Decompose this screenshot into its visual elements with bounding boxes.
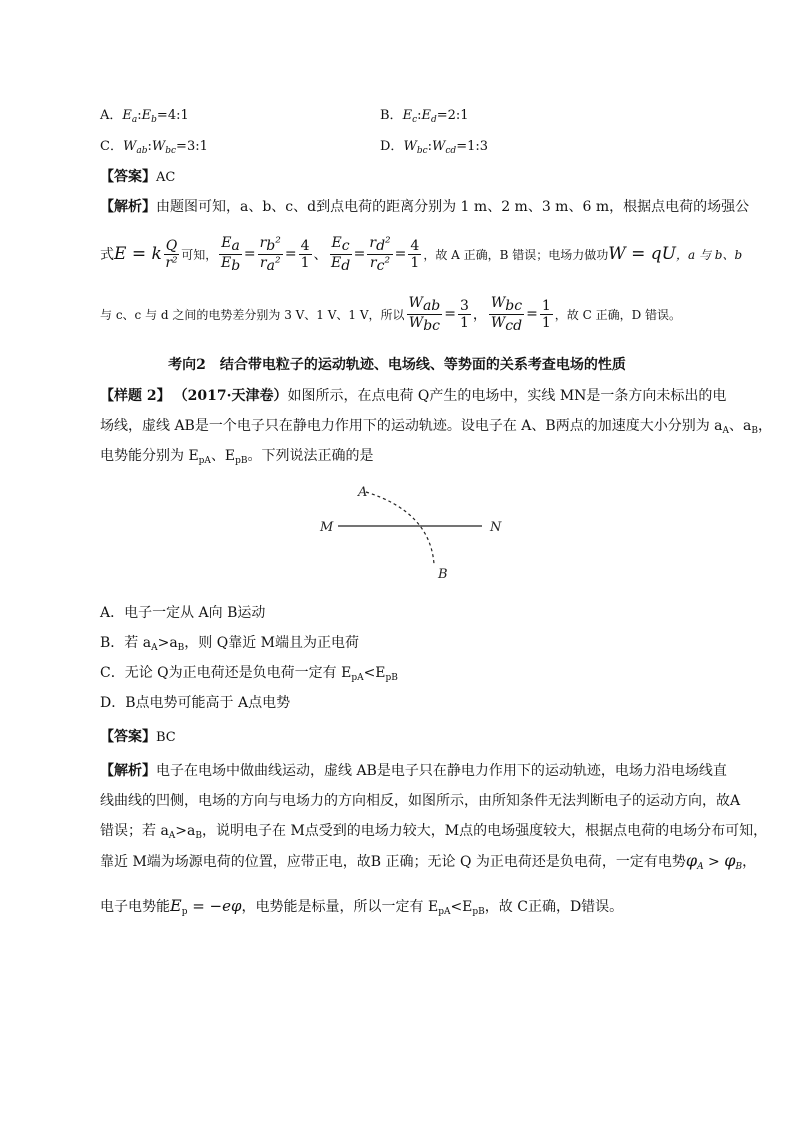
text: ， (757, 418, 772, 434)
text: 如图所示，在点电荷 Q产生的电场中，实线 MN是一条方向未标出的电 (287, 388, 727, 404)
subscript: pA (438, 907, 451, 917)
subscript: pB (472, 907, 485, 917)
example-label: 【样题 2】 (100, 388, 171, 404)
text: ，则 Q靠近 M端且为正电荷 (184, 635, 360, 651)
subscript: d (341, 257, 351, 274)
text: <E (363, 665, 386, 681)
ratio-value: =3:1 (176, 139, 208, 154)
ratio-value: =1:3 (456, 139, 489, 154)
fraction (408, 238, 421, 271)
text: C．无论 Q为正电荷还是负电荷一定有 E (100, 665, 352, 681)
numerator: 4 (300, 237, 310, 254)
subscript: B (195, 831, 202, 841)
analysis-1-line2: 式 E = k $\frac{Q}{\text{r²}}$ 可知， $\frac{Ea}{Eb}$ = $\frac{\text{rb²}}{\text{ra²}}$ = $\frac{4}{1}$ 、 $\frac{Ec}{Ed}$ = $\frac{\text{rd²}}{\text{rc²}}$ = $\frac{4}{1}$ ，故 A 正确，B 错误；电场力做功 W = qU ，a 与 b、b (100, 234, 743, 274)
numerator: E (331, 234, 342, 251)
text: 。下列说法正确的是 (247, 448, 374, 464)
analysis-2-line5 (100, 896, 623, 917)
example-2-line1 (100, 385, 726, 405)
answer-label: 【答案】 (100, 169, 156, 185)
subscript: pA (351, 673, 364, 683)
subscript: bc (416, 146, 428, 156)
text: 、E (210, 448, 236, 464)
denominator: E (330, 254, 342, 271)
fraction (299, 238, 312, 271)
section-title: 考向2 结合带电粒子的运动轨迹、电场线、等势面的关系考查电场的性质 (168, 357, 626, 373)
subscript: A (151, 643, 158, 653)
numerator: W (490, 294, 506, 311)
denominator: r (259, 254, 267, 271)
formula: E (170, 896, 182, 915)
trajectory-ab (366, 492, 434, 564)
denominator: r² (165, 254, 178, 271)
subscript: bc (505, 297, 523, 314)
text: 电子电势能 (100, 899, 170, 915)
fraction (458, 298, 471, 331)
subscript: b (151, 115, 157, 125)
text: ，电势能是标量，所以一定有 E (241, 899, 439, 915)
text: 与 c、c 与 d 之间的电势差分别为 3 V、1 V、1 V，所以 (100, 307, 405, 322)
text: > (703, 854, 725, 870)
answer-value: AC (156, 170, 176, 185)
text: 式 (100, 247, 114, 263)
numerator: E (221, 234, 232, 251)
text: 场线，虚线 AB是一个电子只在静电力作用下的运动轨迹。设电子在 A、B两点的加速度大小分别为 a (100, 418, 723, 434)
subscript: bc (423, 317, 440, 334)
text: 电势能分别为 E (100, 448, 199, 464)
fraction (540, 298, 553, 331)
subscript: B (177, 643, 185, 653)
subscript: a (266, 257, 275, 274)
example-source: （2017·天津卷） (180, 388, 288, 404)
option-label: C． (100, 139, 123, 154)
option2-a: A．电子一定从 A向 B运动 (100, 605, 266, 621)
fraction: $\frac{\text{rb²}}{\text{ra²}}$ (259, 234, 281, 274)
subscript: b (266, 237, 276, 254)
symbol: E (141, 108, 152, 123)
text: 由题图可知，a、b、c、d到点电荷的距离分别为 1 m、2 m、3 m、6 m，根据点电荷的场强公 (156, 199, 750, 215)
text: ，故 A 正确，B 错误；电场力做功 (423, 247, 609, 262)
subscript: B (751, 426, 758, 436)
subscript: bc (165, 146, 177, 156)
option2-d: D．B点电势可能高于 A点电势 (100, 695, 291, 711)
answer-2 (100, 726, 176, 746)
text: >a (175, 823, 196, 839)
subscript: c (412, 115, 418, 125)
numerator: 3 (459, 297, 469, 314)
denominator: 1 (410, 254, 420, 271)
symbol: φ (685, 851, 698, 870)
option-d (380, 135, 488, 156)
text: 、a (729, 418, 752, 434)
denominator: 1 (300, 254, 310, 271)
label-a: A (358, 485, 368, 500)
text: 错误；若 a (100, 823, 169, 839)
field-line-diagram (300, 478, 520, 588)
denominator: W (408, 314, 424, 331)
fraction (489, 295, 524, 334)
subscript: pB (385, 673, 398, 683)
text: ，a 与 b、b (675, 247, 743, 262)
symbol: E (402, 108, 413, 123)
numerator: r (259, 234, 267, 251)
analysis-2-line2: 线曲线的凹侧，电场的方向与电场力的方向相反，如图所示，由所知条件无法判断电子的运动方向，故A (100, 793, 741, 809)
denominator: E (220, 254, 232, 271)
colon: : (417, 108, 422, 123)
denominator: r (369, 254, 377, 271)
label-n: N (490, 520, 502, 535)
numerator: 1 (541, 297, 551, 314)
subscript: p (181, 907, 188, 917)
formula: E = k (114, 244, 162, 264)
formula: W = qU (608, 244, 676, 264)
subscript: d (376, 237, 386, 254)
symbol: W (432, 139, 446, 154)
analysis-2-line4 (100, 851, 756, 872)
subscript: ab (422, 297, 441, 314)
text: 可知， (181, 247, 218, 262)
subscript: A (697, 862, 704, 872)
subscript: c (341, 237, 350, 254)
subscript: b (231, 257, 241, 274)
subscript: ab (136, 146, 148, 156)
option-a (100, 104, 189, 125)
colon: : (427, 139, 433, 154)
text: 靠近 M端为场源电荷的位置，应带正电，故B 正确；无论 Q 为正电荷还是负电荷，一定有电势 (100, 854, 686, 870)
fraction (219, 235, 242, 274)
example-2-line2 (100, 415, 772, 436)
ratio-value: =4:1 (156, 108, 189, 123)
fraction (407, 295, 443, 334)
analysis-label: 【解析】 (100, 199, 156, 215)
fraction (330, 235, 352, 274)
analysis-1-line3: 与 c、c 与 d 之间的电势差分别为 3 V、1 V、1 V，所以 $\frac{\text{Wab}}{\text{Wbc}}$ = $\frac{3}{1}$ ， $\frac{\text{Wbc}}{\text{Wcd}}$ = $\frac{1}{1}$ ，故 C 正确，D 错误。 (100, 294, 682, 334)
colon: : (137, 108, 142, 123)
text: ，说明电子在 M点受到的电场力较大，M点的电场强度较大，根据点电荷的电场分布可知， (202, 823, 768, 839)
text: B．若 a (100, 635, 152, 651)
symbol: E (421, 108, 431, 123)
option-label: D． (380, 139, 404, 154)
numerator: 4 (410, 237, 420, 254)
answer-1 (100, 166, 175, 186)
analysis-label: 【解析】 (100, 763, 156, 779)
option-c (100, 135, 208, 156)
subscript: A (168, 831, 176, 841)
subscript: cd (445, 146, 457, 156)
answer-value: BC (156, 730, 176, 745)
text: <E (450, 899, 473, 915)
denominator: 1 (541, 314, 551, 331)
text: >a (157, 635, 178, 651)
subscript: A (722, 426, 729, 436)
subscript: d (431, 115, 437, 125)
analysis-1-line1 (100, 196, 749, 216)
option2-c (100, 662, 398, 683)
text: ，故 C正确，D错误。 (484, 899, 624, 915)
numerator: r (369, 234, 377, 251)
text: ，故 C 正确，D 错误。 (554, 307, 682, 322)
fraction (164, 238, 179, 271)
answer-label: 【答案】 (100, 729, 156, 745)
label-m: M (320, 520, 334, 535)
option-b (380, 104, 469, 125)
symbol: φ (724, 851, 736, 870)
option2-b (100, 632, 359, 653)
numerator: W (408, 294, 423, 311)
symbol: W (151, 139, 166, 154)
subscript: B (735, 862, 743, 872)
subscript: a (131, 115, 138, 125)
example-2-line3 (100, 445, 374, 466)
subscript: cd (505, 317, 523, 334)
numerator: Q (165, 237, 178, 254)
analysis-2-line1 (100, 760, 727, 780)
option-label: A． (100, 108, 123, 123)
colon: : (147, 139, 152, 154)
formula: = −eφ (187, 897, 242, 915)
symbol: W (403, 139, 417, 154)
option-label: B． (380, 108, 403, 123)
subscript: pB (235, 456, 248, 466)
symbol: W (122, 139, 137, 154)
text: ， (742, 854, 757, 870)
subscript: a (231, 237, 240, 254)
text: 电子在电场中做曲线运动，虚线 AB是电子只在静电力作用下的运动轨迹，电场力沿电场线直 (156, 763, 727, 779)
analysis-2-line3 (100, 820, 767, 841)
subscript: c (376, 257, 385, 274)
ratio-value: =2:1 (436, 108, 469, 123)
fraction: $\frac{\text{rd²}}{\text{rc²}}$ (369, 234, 391, 274)
label-b: B (438, 567, 448, 582)
denominator: 1 (459, 314, 469, 331)
denominator: W (490, 314, 506, 331)
subscript: pA (198, 456, 211, 466)
symbol: E (122, 108, 132, 123)
